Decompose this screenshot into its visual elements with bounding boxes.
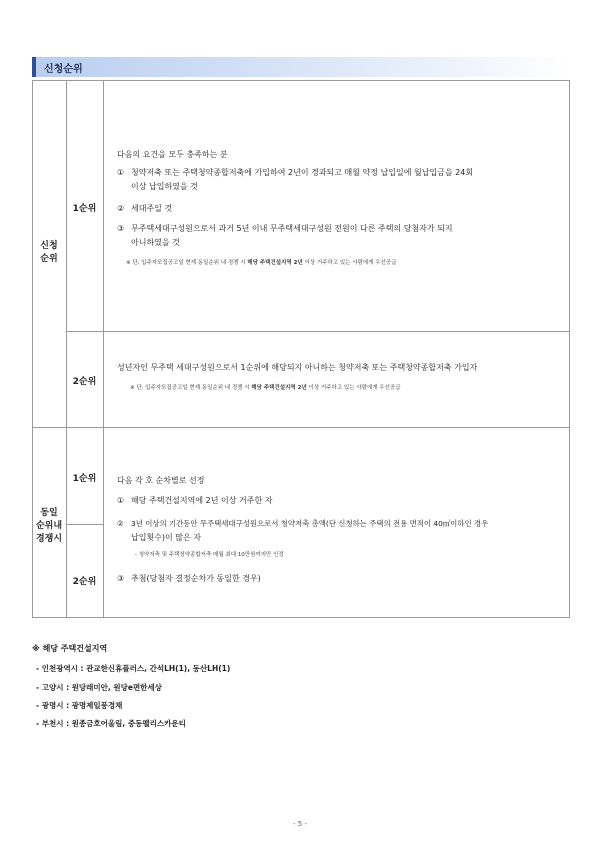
item-number: ②	[117, 519, 124, 528]
tie-break-item	[117, 495, 272, 507]
item-number: ③	[117, 224, 125, 233]
first-rank-item	[117, 203, 172, 215]
region-note-item: - 광명시 : 광명제일풍경채	[36, 701, 123, 710]
item-text: 추첨(당첨자 결정순차가 동일한 경우)	[131, 574, 261, 583]
first-rank-item	[117, 167, 473, 179]
note-emphasis: 해당 주택건설지역 2년	[247, 260, 303, 266]
tie-rank-first-label: 1순위	[72, 474, 97, 484]
item-text: 3년 이상의 기간동안 무주택세대구성원으로서 청약저축 총액(단 신청하는 주택의 전용 면적이 40㎡이하인 경우	[131, 519, 489, 528]
category-label-line: 동일	[40, 508, 58, 518]
note-text: 이상 거주하고 있는 사람에게 우선공급	[306, 385, 401, 391]
region-note-item: - 부천시 : 원종금호어울림, 중동팰리스카운티	[36, 719, 186, 728]
note-emphasis: 해당 주택건설지역 2년	[251, 385, 307, 391]
first-rank-item-continuation: 이상 납입하였을 것	[131, 182, 198, 191]
region-notes-title: ※ 해당 주택건설지역	[32, 644, 108, 653]
category-apply-rank	[32, 240, 66, 266]
second-rank-priority-note	[130, 384, 401, 392]
rank-second-label: 2순위	[72, 377, 97, 387]
tie-break-item	[117, 573, 261, 585]
item-number: ③	[117, 574, 125, 583]
category-divider	[66, 80, 67, 618]
second-rank-text: 성년자인 무주택 세대구성원으로서 1순위에 해당되지 아니하는 청약저축 또는 주택청약종합저축 가입자	[117, 363, 478, 372]
item-number: ②	[117, 204, 125, 213]
section-header	[32, 57, 572, 77]
first-rank-item	[117, 223, 453, 235]
note-text: ※ 단, 입주자모집공고일 현재 동일순위 내 경쟁 시	[126, 260, 248, 266]
item-number: ①	[117, 496, 125, 505]
rank-row-divider	[66, 331, 570, 332]
rank-divider	[103, 80, 104, 618]
table-border	[32, 80, 570, 618]
category-label-line: 경쟁시	[35, 534, 63, 544]
section-title: 신청순위	[44, 64, 83, 75]
item-text: 해당 주택건설지역에 2년 이상 거주한 자	[131, 496, 273, 505]
category-label-line: 신청	[40, 241, 58, 251]
rank-first-label: 1순위	[72, 204, 97, 214]
item-text: 무주택세대구성원으로서 과거 5년 이내 무주택세대구성원 전원이 다른 주택의 당첨자가 되지	[131, 224, 453, 233]
section-header-accent	[32, 57, 36, 77]
section-row-divider	[32, 427, 570, 428]
category-tie-break	[32, 507, 66, 546]
region-note-item: - 인천광역시 : 관교한신휴플러스, 간석LH(1), 동산LH(1)	[36, 664, 231, 673]
note-text: ※ 단, 입주자모집공고일 현재 동일순위 내 경쟁 시	[130, 385, 252, 391]
tie-rank-second-label: 2순위	[72, 577, 97, 587]
tie-break-item-continuation: 납입횟수)이 많은 자	[131, 533, 202, 542]
item-text: 청약저축 또는 주택청약종합저축에 가입하여 2년이 경과되고 매월 약정 납입일에 월납입금을 24회	[131, 168, 474, 177]
first-rank-item-continuation: 아니하였을 것	[131, 238, 180, 247]
tie-break-sub-note: - 청약저축 및 주택청약종합저축 매월 최대 10만원까지만 인정	[135, 552, 284, 558]
category-label-line: 순위	[40, 254, 58, 264]
first-rank-priority-note	[126, 259, 397, 267]
tie-break-item	[117, 518, 488, 530]
note-text: 이상 거주하고 있는 사람에게 우선공급	[302, 260, 397, 266]
item-number: ①	[117, 168, 125, 177]
tie-rank-divider	[66, 524, 103, 525]
page-number: - 5 -	[293, 820, 307, 828]
first-rank-intro: 다음의 요건을 모두 충족하는 분	[117, 150, 228, 159]
item-text: 세대주일 것	[131, 204, 173, 213]
tie-break-intro: 다음 각 호 순차별로 선정	[117, 476, 205, 485]
category-label-line: 순위내	[35, 521, 63, 531]
region-note-item: - 고양시 : 원당래미안, 원당e편한세상	[36, 683, 162, 692]
